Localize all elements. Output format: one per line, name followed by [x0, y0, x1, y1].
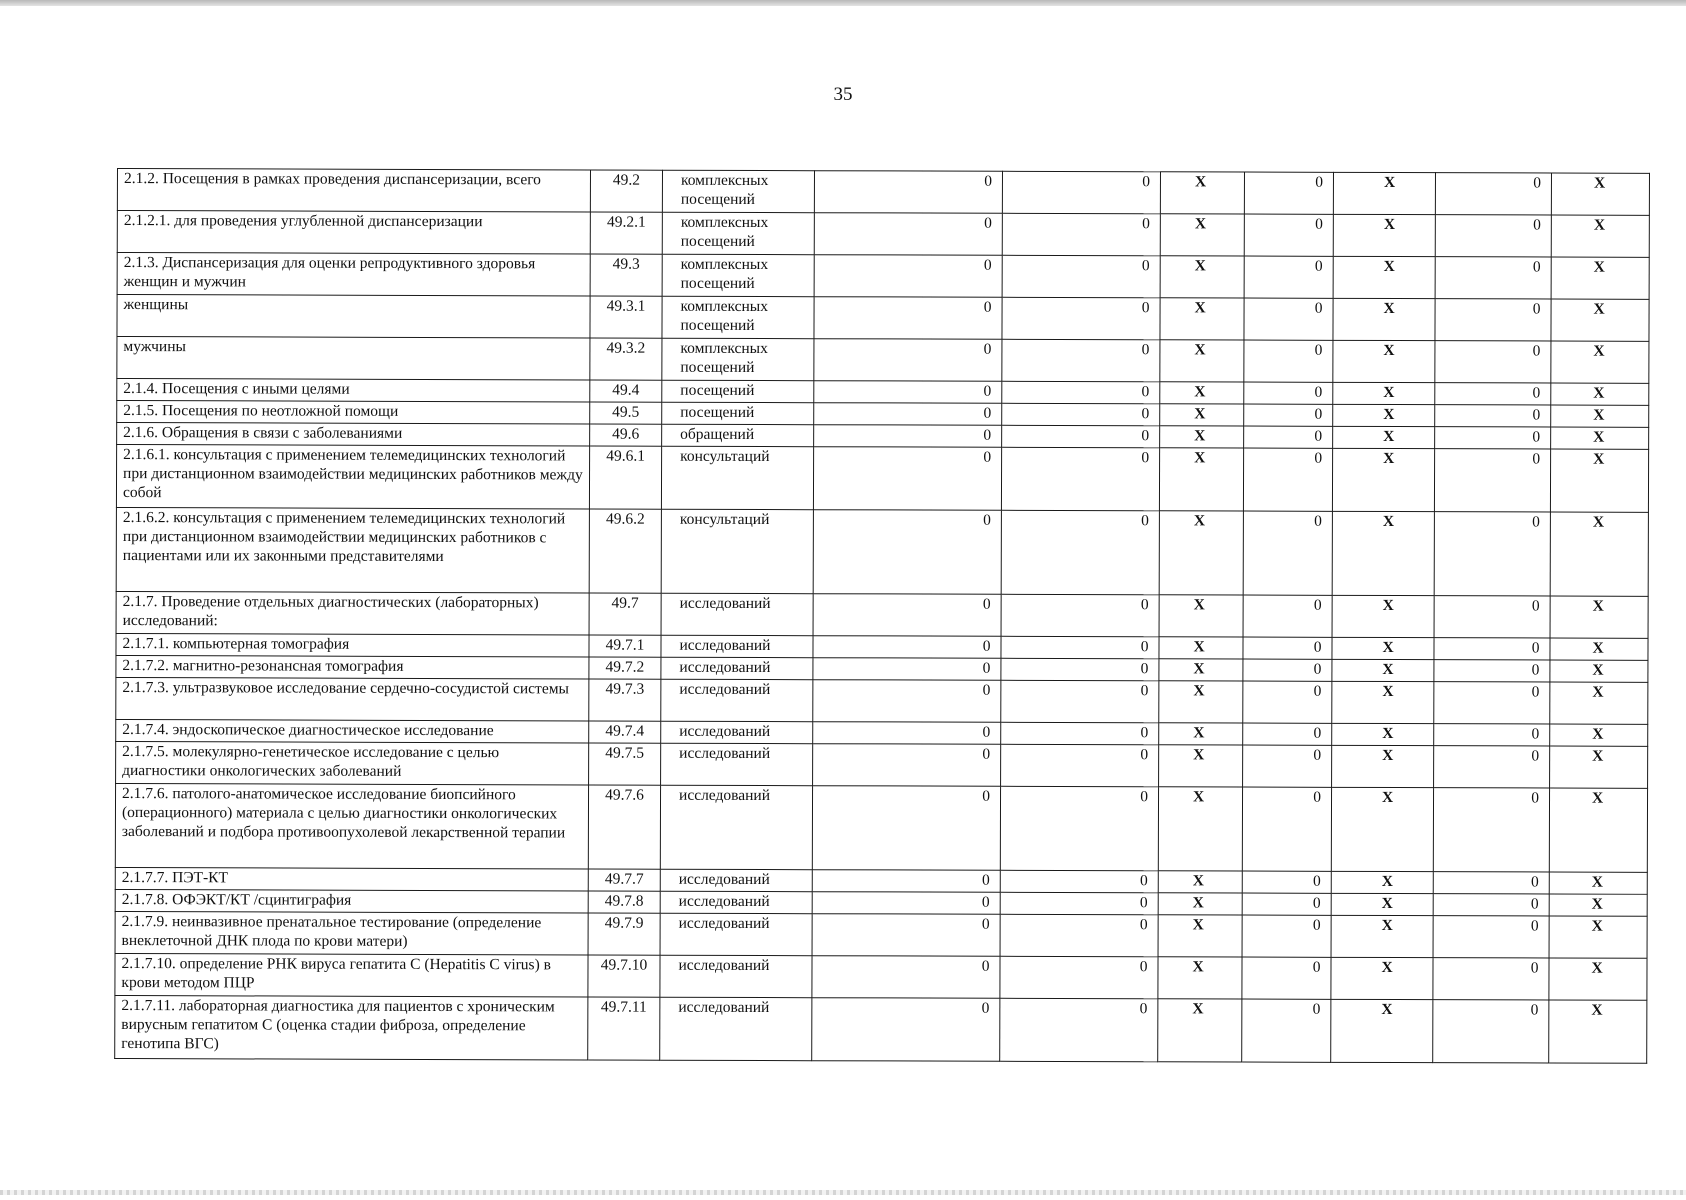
row-value-1-cell: 0 [814, 381, 1002, 404]
row-value-4-cell: 0 [1435, 405, 1551, 427]
row-value-3-cell: 0 [1242, 957, 1331, 999]
row-value-3-cell: 0 [1243, 681, 1332, 723]
row-value-2-cell: 0 [1001, 722, 1159, 744]
row-x-2-cell: X [1332, 723, 1434, 745]
row-unit-cell: исследований [661, 679, 813, 721]
row-x-1-cell: X [1158, 893, 1242, 915]
row-unit-cell: исследований [661, 593, 813, 635]
row-unit-cell: комплексных посещений [662, 170, 814, 212]
row-value-3-cell: 0 [1244, 426, 1333, 448]
row-name-cell: 2.1.7. Проведение отдельных диагностических (лабораторных) исследований: [116, 591, 589, 634]
row-value-4-cell: 0 [1435, 299, 1551, 341]
row-x-1-cell: X [1159, 511, 1243, 595]
row-value-4-cell: 0 [1434, 660, 1550, 682]
row-value-1-cell: 0 [812, 956, 1000, 999]
row-x-2-cell: X [1331, 999, 1433, 1062]
row-value-1-cell: 0 [814, 297, 1002, 340]
row-code-cell: 49.6.1 [589, 446, 661, 509]
row-x-3-cell: X [1550, 638, 1648, 660]
row-x-1-cell: X [1158, 999, 1242, 1062]
row-code-cell: 49.7.3 [589, 679, 661, 721]
row-name-cell: 2.1.7.6. патолого-анатомическое исследование биопсийного (операционного) материала с целью диагностики онкологических заболеваний и подбора противоопухолевой лекарственной терапии [115, 783, 588, 868]
row-x-1-cell: X [1158, 957, 1242, 999]
row-x-3-cell: X [1549, 894, 1647, 916]
table-row [116, 445, 1648, 513]
table-row [117, 295, 1649, 342]
row-name-cell: 2.1.7.7. ПЭТ-КТ [115, 867, 588, 890]
row-unit-cell: комплексных посещений [662, 296, 814, 338]
row-value-2-cell: 0 [1001, 744, 1159, 786]
row-x-3-cell: X [1550, 660, 1648, 682]
scan-edge-top [0, 0, 1686, 6]
row-value-2-cell: 0 [1001, 636, 1159, 658]
row-code-cell: 49.7.11 [588, 997, 660, 1060]
row-name-cell: 2.1.2.1. для проведения углубленной диспансеризации [117, 211, 590, 254]
row-x-3-cell: X [1551, 383, 1649, 405]
row-value-1-cell: 0 [813, 680, 1001, 723]
row-name-cell: 2.1.6.2. консультация с применением телемедицинских технологий при дистанционном взаимодействии медицинских работников с пациентами или их законными представителями [116, 507, 589, 592]
row-name-cell: 2.1.3. Диспансеризация для оценки репродуктивного здоровья женщин и мужчин [117, 253, 590, 296]
row-value-2-cell: 0 [1000, 870, 1158, 892]
row-unit-cell: исследований [660, 785, 812, 869]
row-x-1-cell: X [1160, 298, 1244, 340]
row-value-4-cell: 0 [1434, 512, 1550, 596]
row-value-2-cell: 0 [1002, 381, 1160, 403]
row-value-2-cell: 0 [1001, 658, 1159, 680]
row-value-4-cell: 0 [1433, 788, 1549, 872]
row-name-cell: 2.1.2. Посещения в рамках проведения диспансеризации, всего [117, 169, 590, 212]
row-name-cell: женщины [117, 295, 590, 338]
row-unit-cell: комплексных посещений [662, 254, 814, 296]
table-row [116, 677, 1648, 724]
row-x-2-cell: X [1332, 659, 1434, 681]
row-value-4-cell: 0 [1433, 958, 1549, 1000]
row-value-4-cell: 0 [1434, 746, 1550, 788]
row-unit-cell: исследований [660, 891, 812, 913]
row-x-1-cell: X [1158, 787, 1242, 871]
row-name-cell: 2.1.7.9. неинвазивное пренатальное тестирование (определение внеклеточной ДНК плода по крови матери) [115, 911, 588, 954]
row-value-3-cell: 0 [1243, 723, 1332, 745]
row-value-2-cell: 0 [1002, 425, 1160, 447]
row-x-1-cell: X [1160, 340, 1244, 382]
row-unit-cell: консультаций [661, 446, 813, 509]
row-unit-cell: исследований [661, 635, 813, 657]
row-x-1-cell: X [1159, 448, 1243, 511]
row-value-1-cell: 0 [814, 213, 1002, 256]
table-row [115, 953, 1647, 1000]
row-value-3-cell: 0 [1243, 745, 1332, 787]
row-unit-cell: исследований [661, 743, 813, 785]
row-value-4-cell: 0 [1434, 682, 1550, 724]
row-name-cell: 2.1.7.1. компьютерная томография [116, 633, 589, 656]
row-code-cell: 49.7.7 [588, 869, 660, 891]
row-x-1-cell: X [1160, 256, 1244, 298]
row-x-2-cell: X [1333, 340, 1435, 382]
row-name-cell: мужчины [117, 337, 590, 380]
row-value-3-cell: 0 [1243, 595, 1332, 637]
row-value-4-cell: 0 [1435, 383, 1551, 405]
row-x-2-cell: X [1332, 595, 1434, 637]
row-x-3-cell: X [1550, 746, 1648, 788]
row-value-3-cell: 0 [1242, 787, 1331, 871]
row-x-1-cell: X [1158, 915, 1242, 957]
row-value-3-cell: 0 [1244, 214, 1333, 256]
row-x-2-cell: X [1333, 256, 1435, 298]
row-x-2-cell: X [1331, 893, 1433, 915]
row-name-cell: 2.1.7.11. лабораторная диагностика для пациентов с хроническим вирусным гепатитом С (оценка стадии фиброза, определение генотипа ВГС) [115, 995, 588, 1059]
row-value-2-cell: 0 [1001, 594, 1159, 636]
row-code-cell: 49.7.4 [589, 721, 661, 743]
row-x-1-cell: X [1160, 426, 1244, 448]
row-value-3-cell: 0 [1243, 448, 1332, 511]
row-value-2-cell: 0 [1000, 786, 1158, 870]
row-x-2-cell: X [1331, 871, 1433, 893]
row-value-3-cell: 0 [1242, 871, 1331, 893]
row-value-2-cell: 0 [1002, 403, 1160, 425]
row-value-1-cell: 0 [814, 425, 1002, 448]
row-x-2-cell: X [1333, 172, 1435, 214]
row-x-3-cell: X [1549, 916, 1647, 958]
row-x-1-cell: X [1160, 404, 1244, 426]
row-x-2-cell: X [1333, 214, 1435, 256]
row-x-1-cell: X [1159, 681, 1243, 723]
row-value-2-cell: 0 [1000, 956, 1158, 998]
row-x-2-cell: X [1333, 298, 1435, 340]
page-number: 35 [833, 84, 853, 105]
table-row [115, 911, 1647, 958]
row-x-3-cell: X [1549, 788, 1647, 872]
row-unit-cell: комплексных посещений [662, 338, 814, 380]
table-row [116, 591, 1648, 638]
row-code-cell: 49.7.1 [589, 635, 661, 657]
row-unit-cell: исследований [660, 913, 812, 955]
row-code-cell: 49.7.6 [588, 785, 660, 869]
row-value-4-cell: 0 [1434, 724, 1550, 746]
row-value-3-cell: 0 [1244, 172, 1333, 214]
row-value-1-cell: 0 [812, 914, 1000, 957]
row-x-3-cell: X [1549, 958, 1647, 1000]
table-row [115, 995, 1647, 1063]
row-value-1-cell: 0 [812, 786, 1000, 871]
row-x-3-cell: X [1550, 449, 1648, 512]
row-unit-cell: посещений [662, 380, 814, 402]
row-x-1-cell: X [1159, 659, 1243, 681]
row-value-3-cell: 0 [1244, 256, 1333, 298]
table-row [116, 741, 1648, 788]
row-name-cell: 2.1.7.4. эндоскопическое диагностическое исследование [116, 719, 589, 742]
row-code-cell: 49.7.9 [588, 913, 660, 955]
row-unit-cell: посещений [662, 402, 814, 424]
row-name-cell: 2.1.6.1. консультация с применением телемедицинских технологий при дистанционном взаимодействии медицинских работников между собой [116, 445, 589, 509]
row-x-2-cell: X [1331, 787, 1433, 871]
row-code-cell: 49.2.1 [590, 212, 662, 254]
row-x-1-cell: X [1160, 382, 1244, 404]
row-value-1-cell: 0 [813, 744, 1001, 787]
row-x-2-cell: X [1332, 448, 1434, 511]
row-value-1-cell: 0 [813, 447, 1001, 511]
row-value-2-cell: 0 [1001, 680, 1159, 722]
row-value-2-cell: 0 [1002, 255, 1160, 297]
row-value-1-cell: 0 [814, 339, 1002, 382]
row-value-1-cell: 0 [812, 892, 1000, 915]
row-x-2-cell: X [1331, 957, 1433, 999]
row-value-3-cell: 0 [1244, 404, 1333, 426]
row-x-3-cell: X [1550, 682, 1648, 724]
row-x-1-cell: X [1159, 637, 1243, 659]
row-value-4-cell: 0 [1435, 257, 1551, 299]
row-x-2-cell: X [1331, 915, 1433, 957]
row-name-cell: 2.1.5. Посещения по неотложной помощи [117, 401, 590, 424]
row-code-cell: 49.4 [590, 380, 662, 402]
row-x-2-cell: X [1332, 511, 1434, 595]
row-code-cell: 49.6 [590, 424, 662, 446]
row-value-2-cell: 0 [1002, 171, 1160, 213]
row-value-4-cell: 0 [1434, 596, 1550, 638]
row-value-2-cell: 0 [1000, 998, 1158, 1061]
row-x-3-cell: X [1549, 1000, 1647, 1063]
row-x-2-cell: X [1333, 382, 1435, 404]
table-row [115, 783, 1647, 872]
row-x-3-cell: X [1551, 215, 1649, 257]
row-code-cell: 49.3.2 [590, 338, 662, 380]
row-code-cell: 49.7.8 [588, 891, 660, 913]
row-value-2-cell: 0 [1002, 297, 1160, 339]
row-x-1-cell: X [1159, 723, 1243, 745]
row-value-4-cell: 0 [1435, 341, 1551, 383]
row-value-4-cell: 0 [1434, 638, 1550, 660]
data-table [114, 168, 1650, 1064]
row-name-cell: 2.1.7.2. магнитно-резонансная томография [116, 655, 589, 678]
row-x-1-cell: X [1160, 214, 1244, 256]
row-value-4-cell: 0 [1433, 872, 1549, 894]
row-unit-cell: комплексных посещений [662, 212, 814, 254]
row-code-cell: 49.7.2 [589, 657, 661, 679]
row-name-cell: 2.1.7.5. молекулярно-генетическое исследование с целью диагностики онкологических заболеваний [116, 741, 589, 784]
row-value-2-cell: 0 [1002, 339, 1160, 381]
row-x-2-cell: X [1333, 404, 1435, 426]
row-x-3-cell: X [1551, 257, 1649, 299]
row-value-1-cell: 0 [813, 636, 1001, 659]
row-value-2-cell: 0 [1002, 213, 1160, 255]
row-x-2-cell: X [1332, 637, 1434, 659]
table-row [117, 169, 1649, 216]
row-value-4-cell: 0 [1435, 427, 1551, 449]
scan-edge-bottom [0, 1190, 1686, 1195]
row-value-4-cell: 0 [1433, 1000, 1549, 1063]
row-x-1-cell: X [1159, 745, 1243, 787]
row-x-3-cell: X [1551, 405, 1649, 427]
row-code-cell: 49.3.1 [590, 296, 662, 338]
row-value-1-cell: 0 [814, 255, 1002, 298]
row-code-cell: 49.2 [590, 170, 662, 212]
row-x-1-cell: X [1158, 871, 1242, 893]
row-value-3-cell: 0 [1243, 637, 1332, 659]
row-value-1-cell: 0 [813, 510, 1001, 595]
row-unit-cell: исследований [661, 721, 813, 743]
row-value-3-cell: 0 [1244, 340, 1333, 382]
row-name-cell: 2.1.7.3. ультразвуковое исследование сердечно-сосудистой системы [116, 677, 589, 720]
row-x-1-cell: X [1160, 172, 1244, 214]
row-x-2-cell: X [1332, 681, 1434, 723]
row-x-3-cell: X [1551, 299, 1649, 341]
row-value-1-cell: 0 [814, 403, 1002, 426]
table-row [117, 211, 1649, 258]
row-value-4-cell: 0 [1434, 449, 1550, 512]
row-name-cell: 2.1.4. Посещения с иными целями [117, 379, 590, 402]
row-x-3-cell: X [1550, 596, 1648, 638]
table-row [116, 507, 1648, 596]
row-value-2-cell: 0 [1000, 892, 1158, 914]
row-unit-cell: исследований [660, 997, 812, 1060]
row-value-1-cell: 0 [813, 658, 1001, 681]
row-unit-cell: исследований [660, 869, 812, 891]
row-unit-cell: обращений [662, 424, 814, 446]
row-code-cell: 49.7.10 [588, 955, 660, 997]
row-name-cell: 2.1.6. Обращения в связи с заболеваниями [117, 423, 590, 446]
row-value-3-cell: 0 [1243, 511, 1332, 595]
row-value-4-cell: 0 [1433, 916, 1549, 958]
row-value-4-cell: 0 [1433, 894, 1549, 916]
row-value-3-cell: 0 [1242, 893, 1331, 915]
row-code-cell: 49.6.2 [589, 509, 661, 593]
row-value-3-cell: 0 [1244, 298, 1333, 340]
row-name-cell: 2.1.7.8. ОФЭКТ/КТ /сцинтиграфия [115, 889, 588, 912]
row-x-3-cell: X [1551, 341, 1649, 383]
row-code-cell: 49.5 [590, 402, 662, 424]
row-x-3-cell: X [1550, 512, 1648, 596]
table-row [117, 337, 1649, 384]
row-value-1-cell: 0 [813, 722, 1001, 745]
row-value-1-cell: 0 [813, 594, 1001, 637]
row-value-4-cell: 0 [1435, 173, 1551, 215]
row-value-3-cell: 0 [1243, 659, 1332, 681]
row-name-cell: 2.1.7.10. определение РНК вируса гепатита С (Hepatitis C virus) в крови методом ПЦР [115, 953, 588, 996]
row-x-3-cell: X [1550, 724, 1648, 746]
row-x-1-cell: X [1159, 595, 1243, 637]
row-code-cell: 49.7.5 [589, 743, 661, 785]
row-unit-cell: исследований [661, 657, 813, 679]
row-x-3-cell: X [1551, 173, 1649, 215]
row-x-2-cell: X [1332, 745, 1434, 787]
row-value-2-cell: 0 [1001, 447, 1159, 510]
row-code-cell: 49.3 [590, 254, 662, 296]
row-value-3-cell: 0 [1244, 382, 1333, 404]
row-value-3-cell: 0 [1242, 915, 1331, 957]
row-x-3-cell: X [1551, 427, 1649, 449]
row-value-4-cell: 0 [1435, 215, 1551, 257]
row-x-2-cell: X [1333, 426, 1435, 448]
row-value-1-cell: 0 [814, 171, 1002, 214]
row-unit-cell: исследований [660, 955, 812, 997]
row-x-3-cell: X [1549, 872, 1647, 894]
row-unit-cell: консультаций [661, 509, 813, 593]
row-value-2-cell: 0 [1001, 510, 1159, 594]
row-value-1-cell: 0 [812, 870, 1000, 893]
row-value-3-cell: 0 [1242, 999, 1331, 1062]
row-code-cell: 49.7 [589, 593, 661, 635]
row-value-1-cell: 0 [812, 998, 1000, 1062]
row-value-2-cell: 0 [1000, 914, 1158, 956]
table-row [117, 253, 1649, 300]
